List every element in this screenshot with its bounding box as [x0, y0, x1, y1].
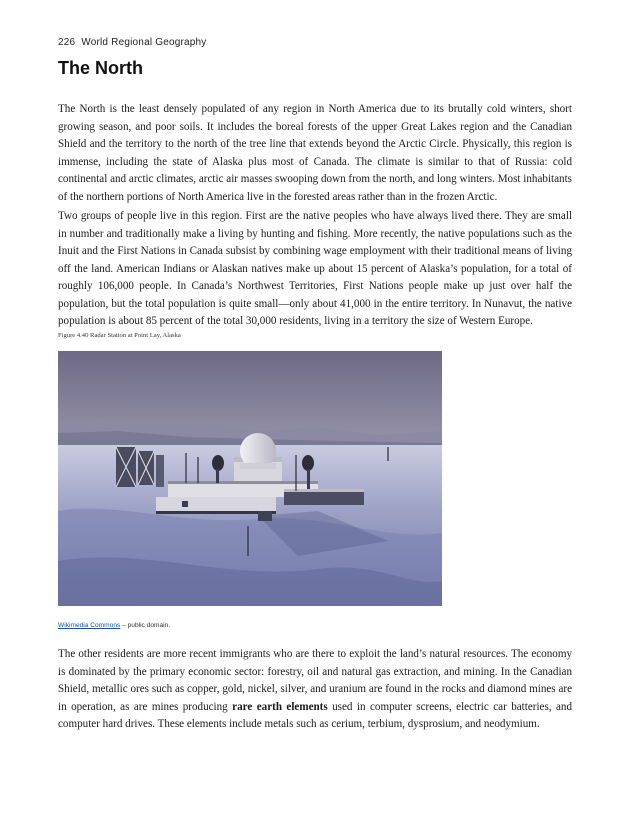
figure-caption: Figure 4.40 Radar Station at Point Lay, Alaska — [58, 332, 181, 339]
wikimedia-commons-link[interactable]: Wikimedia Commons — [58, 622, 121, 629]
paragraph-3-text-b: used in computer screens, electric car batteries, and computer hard drives. These elements include metals such as cerium, terbium, dysprosium, and neodymium. — [58, 700, 573, 730]
page-number: 226 — [58, 37, 76, 48]
paragraph-2: Two groups of people live in this region. First are the native peoples who have always lived there. They are small in number and traditionally make a living by hunting and fishing. More recently, the native populations such as the Inuit and the First Nations in Canada subsist by combining wage employment with their traditional means of living off the land. American Indians or Alaskan natives make up about 15 percent of Alaska’s population, for a total of roughly 106,000 people. In Canada’s Northwest Territories, First Nations people make up just over half the population, but the total population is quite small—only about 41,000 in the entire territory. In Nunavut, the native population is about 85 percent of the total 30,000 residents, living in a territory the size of Western Europe. — [58, 210, 572, 327]
running-header — [58, 37, 207, 48]
book-title: World Regional Geography — [81, 37, 207, 48]
credit-license: – public domain. — [120, 622, 171, 629]
paragraph-3-text-a: The other residents are more recent immigrants who are there to exploit the land’s natural resources. The economy is dominated by the primary economic sector: forestry, oil and natural gas extraction, and mining. In the Canadian Shield, metallic ores such as copper, gold, nickel, silver, and uranium are found in the rocks and diamond mines are in operation, as are mines producing — [58, 648, 572, 713]
paragraph-1: The North is the least densely populated of any region in North America due to its brutally cold winters, short growing season, and poor soils. It includes the boreal forests of the upper Great Lakes region and the Canadian Shield and the territory to the north of the tree line that extends beyond the Arctic Circle. Physically, this region is immense, including the state of Alaska plus most of Canada. The climate is similar to that of Russia: cold continental and arctic climates, arctic air masses swooping down from the north, and long winters. Most inhabitants of the northern portions of North America live in the forested areas rather than in the frozen Arctic. — [58, 103, 572, 203]
photo-credit — [58, 622, 170, 629]
section-title: The North — [58, 58, 143, 78]
radar-station-photo — [58, 351, 442, 606]
paragraph-3 — [58, 646, 572, 734]
key-term-rare-earth-elements: rare earth elements — [232, 700, 328, 713]
